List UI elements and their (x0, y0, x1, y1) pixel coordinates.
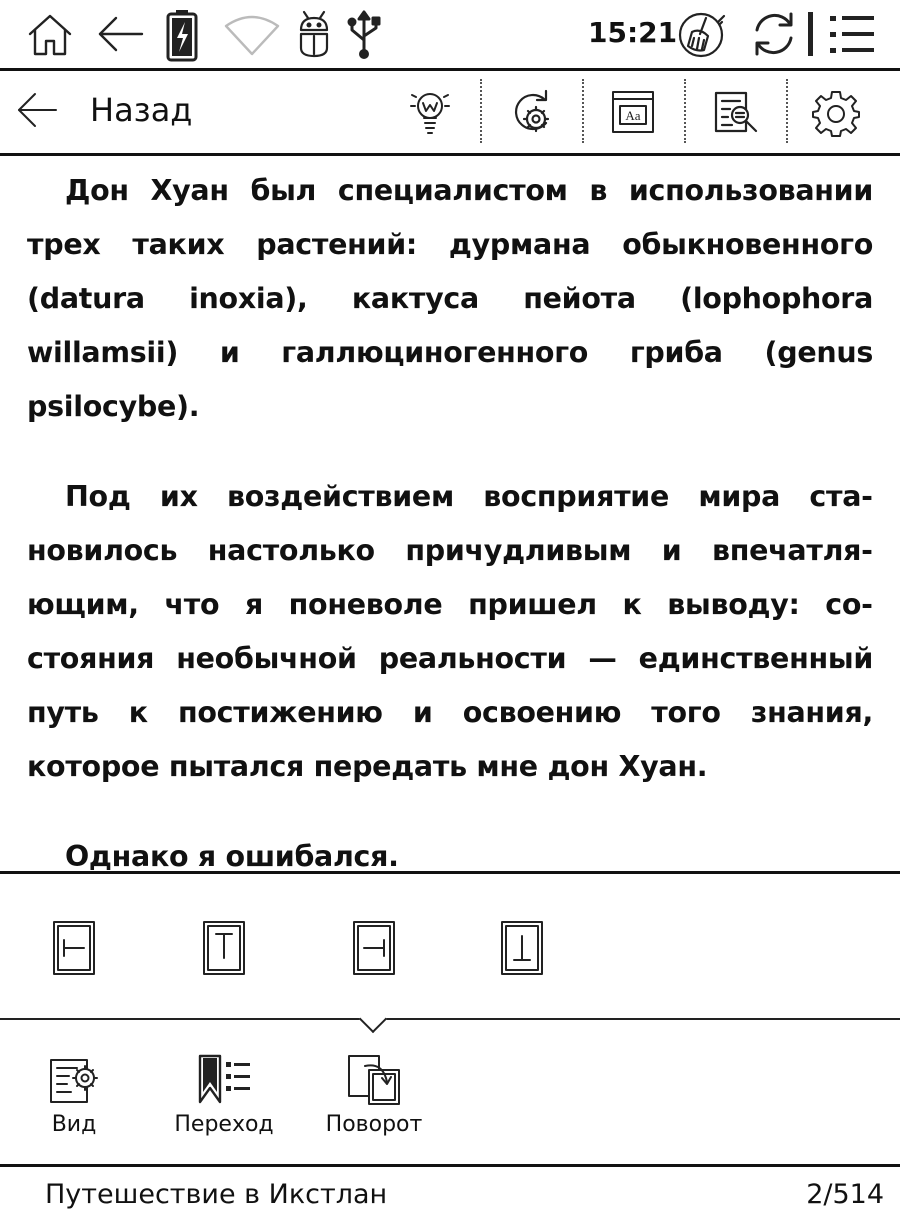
reader-footer (0, 1164, 900, 1219)
refresh-icon[interactable] (748, 8, 800, 60)
search-text-icon[interactable] (712, 89, 760, 137)
back-arrow-icon[interactable] (92, 8, 148, 60)
view-settings-icon (47, 1052, 101, 1106)
goto-menu-button[interactable] (164, 1052, 284, 1137)
view-menu-button[interactable] (14, 1052, 134, 1137)
divider-bar-icon (806, 12, 816, 56)
rotate-top-button[interactable] (202, 920, 246, 976)
reader-toolbar (0, 71, 900, 156)
android-debug-icon (294, 8, 334, 60)
light-bulb-icon[interactable] (410, 89, 450, 137)
paragraph: Дон Хуан был специалистом в использовании трех таких растений: дурмана обыкновенного (datura inoxia), кактуса пейота (lophophora willamsii) и галлюциногенного гриба (genus psilocybe). (27, 174, 873, 423)
refresh-settings-icon[interactable] (508, 89, 556, 137)
back-button[interactable] (16, 89, 192, 131)
rotate-screen-icon (345, 1052, 403, 1106)
rotate-left-icon (52, 920, 96, 976)
settings-icon[interactable] (812, 89, 860, 137)
back-label: Назад (90, 91, 193, 129)
font-icon[interactable] (610, 89, 656, 135)
rotate-menu-button[interactable] (314, 1052, 434, 1137)
rotate-top-icon (202, 920, 246, 976)
status-bar (0, 0, 900, 71)
clock: 15:21 (588, 16, 678, 49)
home-icon[interactable] (24, 8, 76, 60)
book-page-text (27, 164, 873, 920)
book-title: Путешествие в Икстлан (45, 1179, 388, 1210)
back-arrow-icon (16, 89, 58, 131)
panel-divider (0, 1018, 900, 1020)
rotate-label: Поворот (325, 1112, 423, 1137)
bottom-menu-panel (0, 871, 900, 1167)
rotate-left-button[interactable] (52, 920, 96, 976)
goto-label: Переход (174, 1112, 274, 1137)
clean-broom-icon[interactable] (674, 8, 728, 62)
paragraph: Под их воздействием восприятие мира становилось настолько причудливым и впечатляющим, что я поневоле пришел к выводу: состояния необычной реальности — единственный путь к постижению и освоению того знания, которое пытался передать мне дон Хуан. (27, 480, 873, 783)
svg-text:Aa: Aa (625, 108, 641, 123)
rotate-bottom-icon (500, 920, 544, 976)
usb-icon (346, 8, 382, 60)
bookmark-list-icon (194, 1052, 254, 1106)
rotate-right-button[interactable] (352, 920, 396, 976)
battery-charging-icon (162, 8, 202, 64)
rotate-bottom-button[interactable] (500, 920, 544, 976)
wifi-off-icon (222, 8, 282, 60)
view-label: Вид (51, 1112, 97, 1137)
paragraph: Однако я ошибался. (65, 840, 399, 873)
active-tab-indicator (359, 1005, 387, 1033)
page-number[interactable]: 2/514 (806, 1179, 884, 1210)
rotate-right-icon (352, 920, 396, 976)
menu-icon[interactable] (828, 8, 878, 60)
